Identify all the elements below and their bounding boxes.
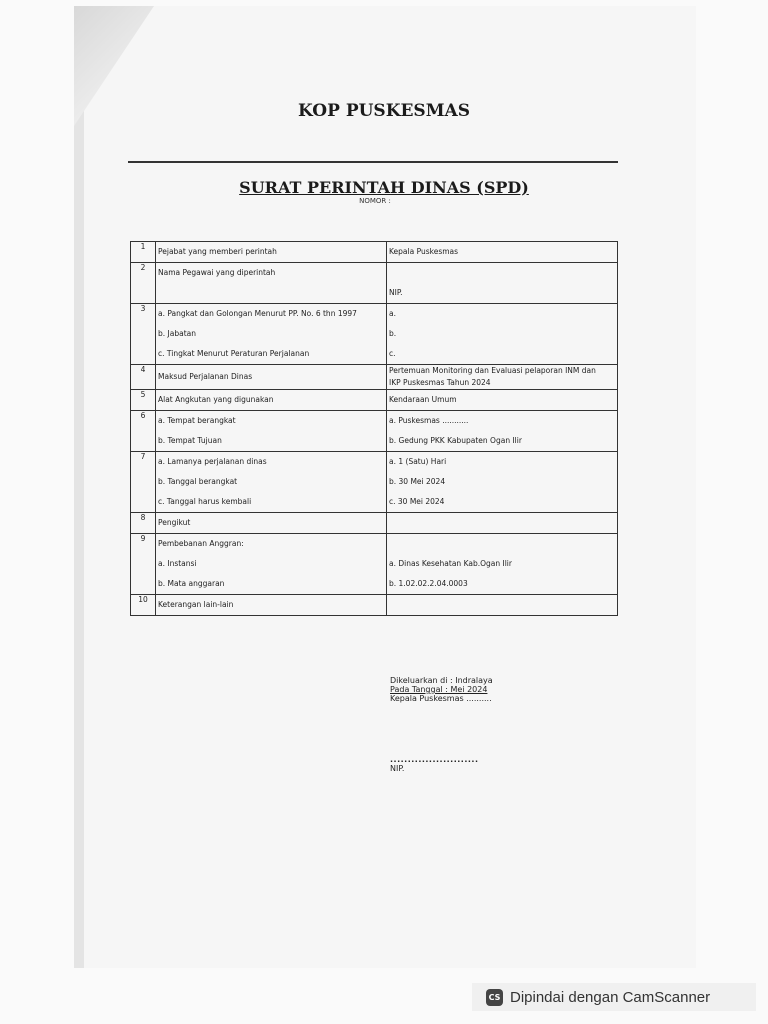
- field-label: [158, 283, 384, 303]
- page-edge: [74, 6, 84, 968]
- field-value: a. Dinas Kesehatan Kab.Ogan Ilir: [389, 559, 512, 568]
- table-row: [131, 595, 618, 616]
- row-number: 5: [131, 390, 156, 411]
- document-number: NOMOR :: [359, 197, 391, 205]
- table-row: [131, 390, 618, 411]
- issued-at: Dikeluarkan di : Indralaya: [390, 676, 493, 685]
- table-row: [131, 263, 618, 304]
- field-value: a. Puskesmas ...........: [389, 416, 469, 425]
- row-label-cell: [156, 513, 387, 534]
- camscanner-icon: CS: [486, 989, 503, 1006]
- row-label-cell: [156, 242, 387, 263]
- table-row: [131, 365, 618, 390]
- field-value: [389, 595, 615, 615]
- signer-name-placeholder: .........................: [390, 755, 479, 764]
- table-row: [131, 304, 618, 365]
- spd-table: [130, 241, 618, 616]
- field-label: Keterangan lain-lain: [158, 600, 234, 609]
- field-label: b. Tanggal berangkat: [158, 477, 238, 486]
- field-label: Alat Angkutan yang digunakan: [158, 395, 274, 404]
- field-label: a. Tempat berangkat: [158, 416, 236, 425]
- row-value-cell: [387, 513, 618, 534]
- document-title-text: SURAT PERINTAH DINAS (SPD): [239, 178, 529, 197]
- field-value: c. 30 Mei 2024: [389, 497, 445, 506]
- field-value: NIP.: [389, 288, 403, 297]
- row-label-cell: [156, 263, 387, 304]
- table-row: [131, 411, 618, 452]
- field-label: a. Pangkat dan Golongan Menurut PP. No. 6 thn 1997: [158, 309, 357, 318]
- table-row: [131, 513, 618, 534]
- field-value: [389, 534, 615, 554]
- row-label-cell: [156, 595, 387, 616]
- row-number: 6: [131, 411, 156, 452]
- field-label: a. Lamanya perjalanan dinas: [158, 457, 267, 466]
- field-value: Pertemuan Monitoring dan Evaluasi pelaporan INM dan: [389, 366, 596, 375]
- letterhead: KOP PUSKESMAS: [297, 101, 470, 121]
- field-label: a. Instansi: [158, 559, 197, 568]
- field-value: [389, 513, 615, 533]
- row-number: 7: [131, 452, 156, 513]
- letterhead-rule: [128, 161, 618, 163]
- row-value-cell: [387, 411, 618, 452]
- field-value: c.: [389, 349, 396, 358]
- field-label: Pengikut: [158, 518, 191, 527]
- field-value: b.: [389, 329, 397, 338]
- row-label-cell: [156, 365, 387, 390]
- signer-position: Kepala Puskesmas ..........: [390, 694, 492, 703]
- field-value: b. 30 Mei 2024: [389, 477, 446, 486]
- field-label: c. Tanggal harus kembali: [158, 497, 252, 506]
- row-number: 8: [131, 513, 156, 534]
- field-value: IKP Puskesmas Tahun 2024: [389, 378, 491, 387]
- row-value-cell: [387, 390, 618, 411]
- field-label: Pembebanan Anggran:: [158, 539, 244, 548]
- signature-block: [390, 676, 493, 773]
- document-title: [0, 178, 768, 197]
- field-label: Nama Pegawai yang diperintah: [158, 268, 276, 277]
- field-value: [389, 263, 615, 283]
- row-label-cell: [156, 390, 387, 411]
- field-label: Pejabat yang memberi perintah: [158, 247, 277, 256]
- field-label: Maksud Perjalanan Dinas: [158, 372, 253, 381]
- table-row: [131, 242, 618, 263]
- row-value-cell: [387, 534, 618, 595]
- field-value: a. 1 (Satu) Hari: [389, 457, 447, 466]
- row-label-cell: [156, 304, 387, 365]
- row-number: 3: [131, 304, 156, 365]
- field-value: b. 1.02.02.2.04.0003: [389, 579, 468, 588]
- camscanner-watermark: [472, 983, 756, 1011]
- field-label: b. Mata anggaran: [158, 579, 225, 588]
- row-label-cell: [156, 452, 387, 513]
- field-value: b. Gedung PKK Kabupaten Ogan Ilir: [389, 436, 522, 445]
- row-number: 9: [131, 534, 156, 595]
- row-value-cell: [387, 595, 618, 616]
- row-number: 4: [131, 365, 156, 390]
- row-number: 1: [131, 242, 156, 263]
- table-row: [131, 534, 618, 595]
- row-value-cell: [387, 365, 618, 390]
- row-label-cell: [156, 411, 387, 452]
- field-label: b. Tempat Tujuan: [158, 436, 222, 445]
- field-label: b. Jabatan: [158, 329, 196, 338]
- field-value: Kendaraan Umum: [389, 395, 457, 404]
- field-value: Kepala Puskesmas: [389, 247, 459, 256]
- row-label-cell: [156, 534, 387, 595]
- field-label: c. Tingkat Menurut Peraturan Perjalanan: [158, 349, 310, 358]
- issue-date: Pada Tanggal : Mei 2024: [390, 685, 488, 694]
- row-value-cell: [387, 263, 618, 304]
- watermark-text: Dipindai dengan CamScanner: [510, 988, 711, 1006]
- row-value-cell: [387, 304, 618, 365]
- row-value-cell: [387, 242, 618, 263]
- row-number: 10: [131, 595, 156, 616]
- row-value-cell: [387, 452, 618, 513]
- field-value: a.: [389, 309, 396, 318]
- row-number: 2: [131, 263, 156, 304]
- signer-nip: NIP.: [390, 764, 405, 773]
- table-row: [131, 452, 618, 513]
